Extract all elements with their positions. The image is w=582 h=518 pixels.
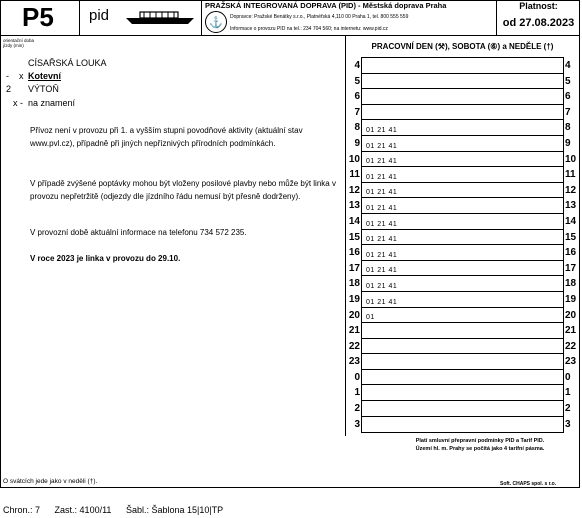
stop-flag: x <box>19 71 24 81</box>
timetable-row <box>354 136 571 152</box>
timetable-row <box>354 58 571 74</box>
note-phone: V provozní době aktuální informace na telefonu 734 572 235. <box>30 228 247 237</box>
timetable-grid <box>348 57 577 433</box>
validity-date: od 27.08.2023 <box>502 17 575 29</box>
hour-label: 23 <box>348 356 360 368</box>
hour-label: 5 <box>565 75 571 87</box>
validity-note <box>380 437 580 453</box>
timetable-row <box>354 120 571 136</box>
holiday-note: O svátcích jede jako v neděli (†). <box>3 478 98 485</box>
timetable-row <box>348 339 577 355</box>
validity-note-line: Území hl. m. Prahy se počítá jako 4 tarifní pásma. <box>415 446 545 452</box>
timetable-row <box>354 74 571 90</box>
hour-label: 4 <box>354 60 360 71</box>
note-flood: Přívoz není v provozu při 1. a vyšším stupni povodňové aktivity (aktuální stav www.pvl.cz), případně při jiných nepříznivých přírodních podmínkách. <box>30 126 303 148</box>
timetable <box>345 36 580 436</box>
hour-label: 10 <box>565 153 577 165</box>
hour-label: 17 <box>348 262 360 274</box>
timetable-row <box>348 198 577 214</box>
hour-label: 2 <box>354 403 360 415</box>
hour-label: 8 <box>354 122 360 134</box>
hour-label: 6 <box>565 91 571 103</box>
info-block <box>202 0 497 35</box>
orientation-header <box>3 38 34 48</box>
timetable-row <box>348 214 577 230</box>
departure-minutes: 01 21 41 <box>366 267 398 275</box>
timetable-row <box>348 261 577 277</box>
note-season: V roce 2023 je linka v provozu do 29.10. <box>30 254 181 263</box>
departure-minutes: 01 21 41 <box>366 298 398 306</box>
timetable-row <box>348 354 577 370</box>
hour-label: 6 <box>354 91 360 103</box>
timetable-row <box>348 152 577 168</box>
hour-label: 17 <box>565 262 577 274</box>
timetable-row <box>348 292 577 308</box>
header <box>0 0 580 36</box>
stop-time: - <box>6 71 9 81</box>
hour-label: 10 <box>348 153 360 165</box>
hour-label: 12 <box>565 184 577 196</box>
line-number: P5 <box>0 0 80 35</box>
hour-label: 5 <box>354 75 360 87</box>
departure-minutes: 01 <box>366 314 375 322</box>
footer <box>3 505 223 515</box>
timetable-row <box>348 308 577 324</box>
hour-label: 11 <box>565 169 576 181</box>
hour-label: 1 <box>565 387 571 399</box>
hour-label: 15 <box>565 231 577 243</box>
departure-minutes: 01 21 41 <box>366 158 398 166</box>
departure-minutes: 01 21 41 <box>366 251 398 259</box>
timetable-row <box>348 245 577 261</box>
stop-legend-text: na znamení <box>28 98 76 108</box>
departure-minutes: 01 21 41 <box>366 126 398 134</box>
timetable-header: PRACOVNÍ DEN (⚒), SOBOTA (⑥) a NEDĚLE (†) <box>371 42 554 51</box>
validity-label: Platnost: <box>519 1 558 11</box>
contact-info: Informace o provozu PID na tel.: 234 704 560; na internetu: www.pid.cz <box>230 26 388 32</box>
hour-label: 4 <box>565 60 571 71</box>
pid-block <box>80 0 202 35</box>
timetable-row <box>348 323 577 339</box>
hour-label: 23 <box>565 356 577 368</box>
hour-label: 22 <box>565 340 577 352</box>
hour-label: 9 <box>354 137 360 149</box>
stop-name: VÝTOŇ <box>28 84 59 94</box>
hour-label: 0 <box>354 371 360 383</box>
operator-logo-icon: ⚓ <box>205 11 227 33</box>
stop-name: Kotevní <box>28 71 62 81</box>
departure-minutes: 01 21 41 <box>366 142 398 150</box>
operator-info: Dopravce: Pražské Benátky s.r.o., Platnéřská 4,110 00 Praha 1, tel. 800 555 559 <box>230 14 409 20</box>
hour-label: 13 <box>348 200 360 212</box>
timetable-row <box>354 370 571 386</box>
hour-label: 19 <box>348 293 360 305</box>
stop-flag: x - <box>13 98 23 108</box>
departure-minutes: 01 21 41 <box>366 220 398 228</box>
timetable-row <box>348 183 577 199</box>
hour-label: 8 <box>565 122 571 134</box>
stop-time: 2 <box>6 84 12 94</box>
software-credit: Soft. CHAPS spol. s r.o. <box>500 481 557 487</box>
hour-label: 20 <box>348 309 360 321</box>
footer-template: Šabl.: Šablona 15|10|TP <box>125 505 224 515</box>
timetable-row <box>348 276 577 292</box>
hour-label: 3 <box>354 418 360 430</box>
stop-name: CÍSAŘSKÁ LOUKA <box>28 58 107 68</box>
timetable-row <box>354 105 571 121</box>
timetable-row <box>354 401 571 417</box>
hour-label: 2 <box>565 403 571 415</box>
hour-label: 15 <box>348 231 360 243</box>
hour-label: 1 <box>354 387 360 399</box>
timetable-row <box>354 417 571 433</box>
orientation-line: orientační doba <box>3 38 35 43</box>
hour-label: 16 <box>565 247 577 259</box>
hour-label: 14 <box>348 215 360 227</box>
hour-label: 19 <box>565 293 577 305</box>
pid-label: pid <box>89 7 110 24</box>
validity-note-line: Platí smluvní přepravní podmínky PID a Tarif PID. <box>415 438 545 444</box>
hour-label: 9 <box>565 137 571 149</box>
hour-label: 18 <box>565 278 577 290</box>
departure-minutes: 01 21 41 <box>366 282 398 290</box>
departure-minutes: 01 21 41 <box>366 173 398 181</box>
timetable-row <box>349 167 576 183</box>
hour-label: 14 <box>565 215 577 227</box>
footer-chron: Chron.: 7 <box>3 505 41 515</box>
hour-label: 16 <box>348 247 360 259</box>
hour-label: 3 <box>565 418 571 430</box>
note-extra-trips: V případě zvýšené poptávky mohou být vloženy posilové plavby nebo může být linka v provozu nepřetržitě (odjezdy dle jízdního řádu nemusí být přesně dodrženy). <box>30 179 336 201</box>
hour-label: 21 <box>565 325 577 337</box>
departure-minutes: 01 21 41 <box>366 189 398 197</box>
hour-label: 20 <box>565 309 577 321</box>
hour-label: 11 <box>349 169 360 181</box>
hour-label: 21 <box>348 325 360 337</box>
departure-minutes: 01 21 41 <box>366 204 398 212</box>
hour-label: 18 <box>348 278 360 290</box>
hour-label: 7 <box>565 106 571 118</box>
hour-label: 0 <box>565 371 571 383</box>
timetable-row <box>354 385 571 401</box>
timetable-row <box>348 230 577 246</box>
footer-stop-code: Zast.: 4100/11 <box>54 505 112 515</box>
hour-label: 13 <box>565 200 577 212</box>
hour-label: 22 <box>348 340 360 352</box>
orientation-line: jízdy (min) <box>3 43 24 48</box>
hour-label: 12 <box>348 184 360 196</box>
hour-label: 7 <box>354 106 360 118</box>
timetable-row <box>354 89 571 105</box>
system-title: PRAŽSKÁ INTEGROVANÁ DOPRAVA (PID) - Městská doprava Praha <box>205 1 447 10</box>
boat-icon <box>124 9 196 25</box>
validity-block <box>497 0 580 35</box>
departure-minutes: 01 21 41 <box>366 236 398 244</box>
